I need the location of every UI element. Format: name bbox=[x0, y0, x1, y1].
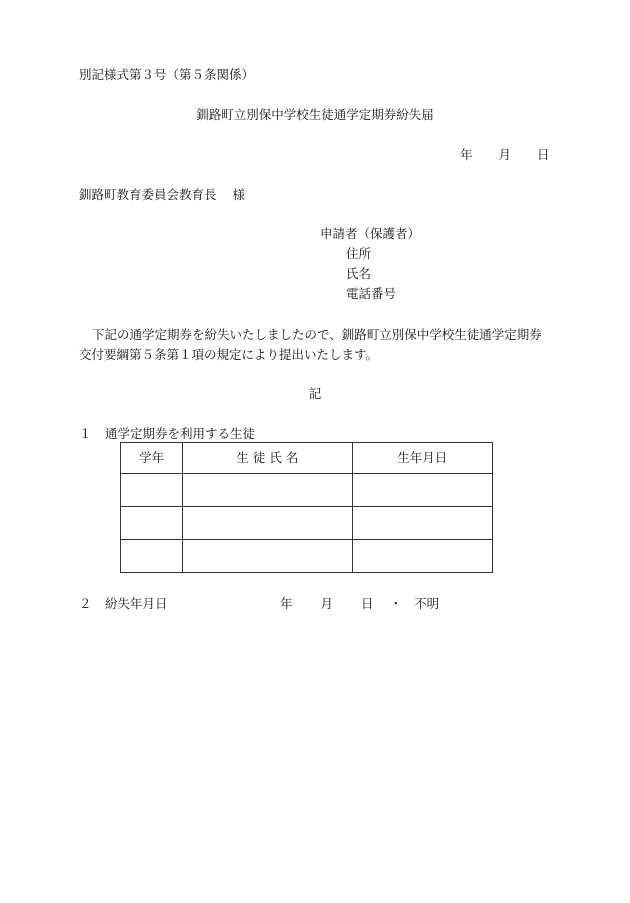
birthdate-cell[interactable] bbox=[352, 474, 492, 507]
addressee-name: 釧路町教育委員会教育長 bbox=[79, 187, 217, 202]
applicant-name-label: 氏名 bbox=[346, 266, 372, 281]
header-student-name: 生 徒 氏 名 bbox=[183, 443, 352, 474]
header-grade: 学年 bbox=[121, 443, 183, 474]
applicant-address-label: 住所 bbox=[346, 246, 372, 261]
form-number: 別記様式第３号（第５条関係） bbox=[79, 67, 255, 82]
header-birthdate: 生年月日 bbox=[352, 443, 492, 474]
grade-cell[interactable] bbox=[121, 507, 183, 540]
applicant-phone-label: 電話番号 bbox=[346, 286, 397, 301]
lost-day-label: 日 bbox=[361, 596, 374, 611]
table-row bbox=[121, 540, 493, 573]
addressee bbox=[79, 186, 245, 204]
date-month-label: 月 bbox=[498, 147, 512, 162]
grade-cell[interactable] bbox=[121, 474, 183, 507]
table-row bbox=[121, 507, 493, 540]
section-2-number: ２ bbox=[79, 596, 92, 611]
submission-date bbox=[460, 146, 550, 164]
birthdate-cell[interactable] bbox=[352, 507, 492, 540]
birthdate-cell[interactable] bbox=[352, 540, 492, 573]
table-header-row bbox=[121, 443, 493, 474]
body-line-1: 下記の通学定期券を紛失いたしましたので、釧路町立別保中学校生徒通学定期券 bbox=[92, 327, 542, 342]
body-paragraph bbox=[79, 325, 579, 365]
applicant-heading: 申請者（保護者） bbox=[320, 226, 421, 241]
section-2-label: 紛失年月日 bbox=[105, 596, 168, 611]
lost-date-line bbox=[280, 595, 439, 613]
ki-heading: 記 bbox=[308, 386, 322, 401]
lost-year-label: 年 bbox=[280, 596, 293, 611]
student-name-cell[interactable] bbox=[183, 474, 352, 507]
grade-cell[interactable] bbox=[121, 540, 183, 573]
lost-month-label: 月 bbox=[320, 596, 334, 611]
section-1-heading bbox=[79, 425, 255, 443]
table-row bbox=[121, 474, 493, 507]
document-title: 釧路町立別保中学校生徒通学定期券紛失届 bbox=[196, 107, 434, 122]
addressee-honorific: 様 bbox=[232, 187, 246, 202]
date-year-label: 年 bbox=[460, 147, 473, 162]
section-1-number: １ bbox=[79, 426, 92, 441]
unknown-option: 不明 bbox=[414, 596, 440, 611]
student-table bbox=[120, 442, 493, 573]
student-name-cell[interactable] bbox=[183, 507, 352, 540]
section-2-heading bbox=[79, 595, 168, 613]
body-line-2: 交付要綱第５条第１項の規定により提出いたします。 bbox=[79, 347, 379, 362]
separator-dot: ・ bbox=[389, 596, 403, 611]
student-name-cell[interactable] bbox=[183, 540, 352, 573]
date-day-label: 日 bbox=[537, 147, 550, 162]
section-1-label: 通学定期券を利用する生徒 bbox=[105, 426, 256, 441]
